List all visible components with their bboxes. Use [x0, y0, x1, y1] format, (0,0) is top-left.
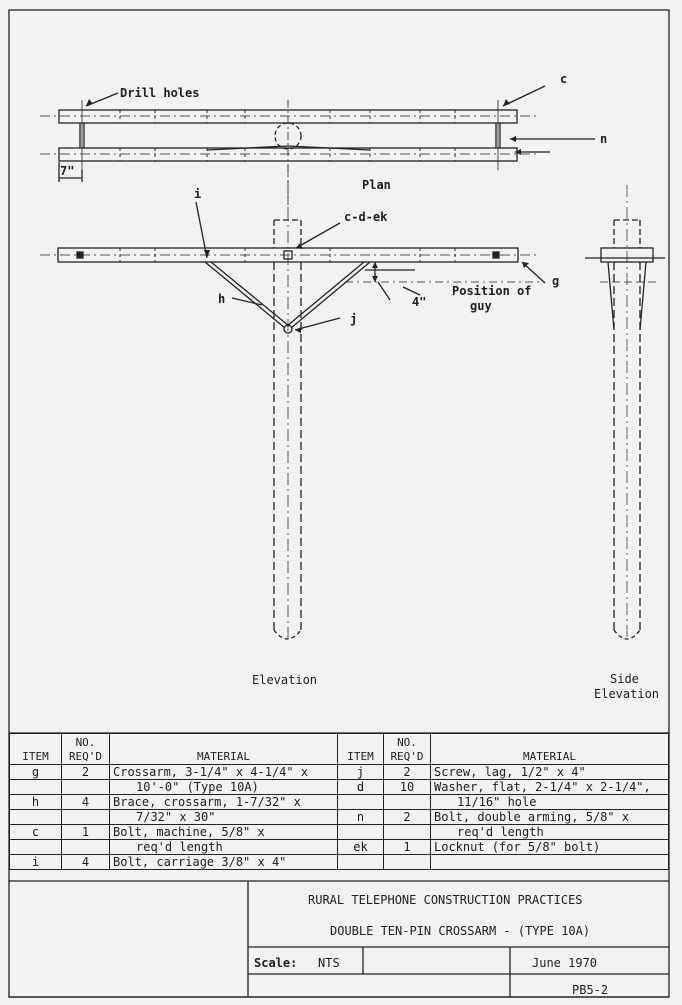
qty-cell: 4	[62, 855, 110, 870]
side-elevation-title-2: Elevation	[594, 687, 660, 701]
parts-table-header	[10, 734, 669, 765]
material-cell: req'd length	[110, 840, 338, 855]
item-cell	[10, 810, 62, 825]
item-cell	[10, 840, 62, 855]
material-cell	[431, 855, 669, 870]
drill-holes-label: Drill holes	[120, 86, 200, 100]
material-cell: 11/16" hole	[431, 795, 669, 810]
material-cell: 10'-0" (Type 10A)	[110, 780, 338, 795]
plan-view	[40, 86, 595, 210]
qty-cell: 1	[384, 840, 431, 855]
title-line-2: DOUBLE TEN-PIN CROSSARM - (TYPE 10A)	[330, 924, 591, 938]
qty-cell	[384, 855, 431, 870]
material-cell: 7/32" x 30"	[110, 810, 338, 825]
side-elevation-view	[585, 185, 665, 640]
callout-h: h	[218, 292, 226, 306]
callout-i: i	[194, 187, 202, 201]
parts-table	[9, 733, 669, 870]
item-cell: j	[338, 765, 384, 780]
item-cell	[10, 780, 62, 795]
material-cell: req'd length	[431, 825, 669, 840]
item-cell	[338, 855, 384, 870]
header-item: ITEM	[10, 734, 62, 765]
header-no-reqd: NO. REQ'D	[62, 734, 110, 765]
material-cell: Washer, flat, 2-1/4" x 2-1/4",	[431, 780, 669, 795]
header-no-reqd-right: NO. REQ'D	[384, 734, 431, 765]
position-of-guy-label-1: Position of	[452, 284, 532, 298]
item-cell	[338, 795, 384, 810]
callout-n: n	[600, 132, 608, 146]
material-cell: Brace, crossarm, 1-7/32" x	[110, 795, 338, 810]
table-row	[10, 780, 669, 795]
callout-j: j	[350, 312, 358, 326]
item-cell: i	[10, 855, 62, 870]
item-cell	[338, 825, 384, 840]
header-material: MATERIAL	[110, 734, 338, 765]
qty-cell: 4	[62, 795, 110, 810]
qty-cell	[384, 825, 431, 840]
dim-7in: 7"	[60, 164, 75, 178]
item-cell: ek	[338, 840, 384, 855]
callout-c-d-ek: c-d-ek	[344, 210, 388, 224]
scale-label: Scale:	[254, 956, 298, 970]
scale-value: NTS	[318, 956, 340, 970]
callout-c-plan: c	[560, 72, 568, 86]
qty-cell: 10	[384, 780, 431, 795]
item-cell: d	[338, 780, 384, 795]
callout-g: g	[552, 274, 560, 288]
position-of-guy-label-2: guy	[470, 299, 492, 313]
item-cell: n	[338, 810, 384, 825]
table-row	[10, 810, 669, 825]
side-elevation-title-1: Side	[610, 672, 639, 686]
qty-cell	[62, 780, 110, 795]
table-row	[10, 855, 669, 870]
material-cell: Bolt, carriage 3/8" x 4"	[110, 855, 338, 870]
qty-cell: 2	[384, 765, 431, 780]
qty-cell: 2	[384, 810, 431, 825]
table-row	[10, 795, 669, 810]
material-cell: Screw, lag, 1/2" x 4"	[431, 765, 669, 780]
qty-cell	[62, 840, 110, 855]
plan-view-title: Plan	[362, 178, 391, 192]
item-cell: g	[10, 765, 62, 780]
item-cell: c	[10, 825, 62, 840]
qty-cell: 2	[62, 765, 110, 780]
table-row	[10, 765, 669, 780]
qty-cell: 1	[62, 825, 110, 840]
table-row	[10, 825, 669, 840]
title-line-1: RURAL TELEPHONE CONSTRUCTION PRACTICES	[308, 893, 583, 907]
material-cell: Locknut (for 5/8" bolt)	[431, 840, 669, 855]
item-cell: h	[10, 795, 62, 810]
qty-cell	[384, 795, 431, 810]
dim-4in: 4"	[412, 295, 427, 309]
drawing-number: PB5-2	[572, 983, 609, 997]
material-cell: Bolt, machine, 5/8" x	[110, 825, 338, 840]
header-item-right: ITEM	[338, 734, 384, 765]
header-material-right: MATERIAL	[431, 734, 669, 765]
qty-cell	[62, 810, 110, 825]
elevation-view-title: Elevation	[252, 673, 318, 687]
material-cell: Bolt, double arming, 5/8" x	[431, 810, 669, 825]
drawing-date: June 1970	[532, 956, 598, 970]
material-cell: Crossarm, 3-1/4" x 4-1/4" x	[110, 765, 338, 780]
elevation-view	[40, 165, 545, 640]
table-row	[10, 840, 669, 855]
